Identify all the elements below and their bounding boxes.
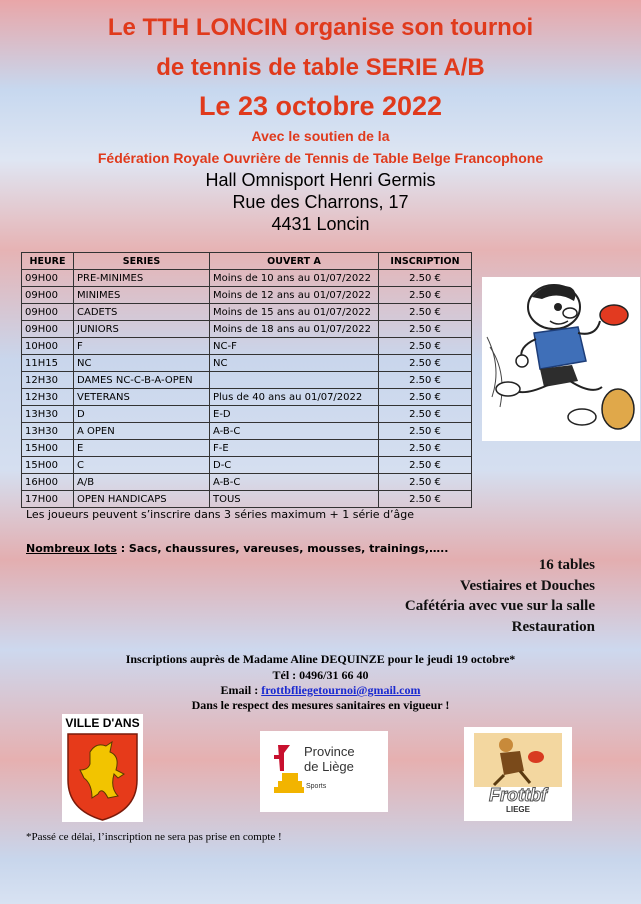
col-series: SERIES [74,253,210,270]
cell-time: 09H00 [22,321,74,338]
support-line-1: Avec le soutien de la [251,128,390,144]
cell-open: Moins de 18 ans au 01/07/2022 [210,321,379,338]
cell-series: DAMES NC-C-B-A-OPEN [74,372,210,389]
cell-open: F-E [210,440,379,457]
cell-open: Plus de 40 ans au 01/07/2022 [210,389,379,406]
cell-time: 09H00 [22,304,74,321]
cell-fee: 2.50 € [379,304,472,321]
phone-line: Tél : 0496/31 66 40 [272,668,369,682]
table-row [22,491,472,508]
cell-time: 10H00 [22,338,74,355]
liege-perron-icon [268,741,308,801]
table-row [22,389,472,406]
frottbf-sub: LIEGE [505,805,530,814]
cell-time: 17H00 [22,491,74,508]
player-illustration [482,277,640,441]
cell-time: 13H30 [22,406,74,423]
sanitary-line: Dans le respect des mesures sanitaires en vigueur ! [191,698,450,712]
table-row [22,304,472,321]
venue-city: 4431 Loncin [271,214,370,234]
cell-time: 09H00 [22,270,74,287]
table-row [22,270,472,287]
cell-fee: 2.50 € [379,270,472,287]
event-date: Le 23 octobre 2022 [198,91,443,121]
cell-fee: 2.50 € [379,321,472,338]
cell-open: A-B-C [210,423,379,440]
email-label: Email : [220,683,262,697]
cell-fee: 2.50 € [379,423,472,440]
cell-open: D-C [210,457,379,474]
col-heure: HEURE [22,253,74,270]
cell-series: A OPEN [74,423,210,440]
cell-open: NC [210,355,379,372]
title-line-2: de tennis de table SERIE A/B [156,54,485,81]
frottbf-label: Frottbf [489,785,547,805]
table-row [22,287,472,304]
cell-open: Moins de 10 ans au 01/07/2022 [210,270,379,287]
cell-time: 15H00 [22,440,74,457]
table-row [22,338,472,355]
support-line-2: Fédération Royale Ouvrière de Tennis de Table Belge Francophone [97,150,544,166]
table-header-row [22,253,472,270]
province-name: Province de Liège [304,744,355,774]
ville-dans-logo [62,714,143,822]
lots-line [26,542,448,555]
table-row [22,457,472,474]
amenity-cafeteria: Cafétéria avec vue sur la salle [404,598,595,614]
cell-series: CADETS [74,304,210,321]
series-limit-note: Les joueurs peuvent s’inscrire dans 3 séries maximum + 1 série d’âge [26,508,415,521]
frottbf-liege-logo [464,727,572,821]
lots-label: Nombreux lots [26,542,117,555]
cell-time: 13H30 [22,423,74,440]
cell-open: E-D [210,406,379,423]
cell-fee: 2.50 € [379,355,472,372]
amenity-restauration: Restauration [511,619,595,635]
table-row [22,372,472,389]
cell-fee: 2.50 € [379,389,472,406]
province-de-liege-logo [260,731,388,812]
cell-series: D [74,406,210,423]
cell-fee: 2.50 € [379,372,472,389]
cell-series: JUNIORS [74,321,210,338]
cell-series: A/B [74,474,210,491]
cell-series: VETERANS [74,389,210,406]
cell-fee: 2.50 € [379,491,472,508]
footnote: *Passé ce délai, l’inscription ne sera pas prise en compte ! [26,831,282,843]
cell-time: 11H15 [22,355,74,372]
cell-series: NC [74,355,210,372]
cell-fee: 2.50 € [379,457,472,474]
cell-series: F [74,338,210,355]
table-row [22,423,472,440]
cell-time: 12H30 [22,389,74,406]
cell-open: TOUS [210,491,379,508]
cell-open [210,372,379,389]
cell-fee: 2.50 € [379,338,472,355]
venue-name: Hall Omnisport Henri Germis [205,170,436,190]
cell-open: Moins de 15 ans au 01/07/2022 [210,304,379,321]
col-ouvert: OUVERT A [210,253,379,270]
registration-line: Inscriptions auprès de Madame Aline DEQUINZE pour le jeudi 19 octobre* [125,652,516,666]
cell-fee: 2.50 € [379,287,472,304]
table-row [22,355,472,372]
cell-fee: 2.50 € [379,474,472,491]
province-sports: Sports [306,783,327,790]
cell-fee: 2.50 € [379,406,472,423]
cell-time: 12H30 [22,372,74,389]
lots-text: : Sacs, chaussures, vareuses, mousses, trainings,….. [116,542,449,555]
cell-series: E [74,440,210,457]
series-table [21,252,472,508]
cell-fee: 2.50 € [379,440,472,457]
table-row [22,321,472,338]
cell-series: PRE-MINIMES [74,270,210,287]
email-link[interactable]: frottbfliegetournoi@gmail.com [261,683,421,697]
ville-dans-label: VILLE D'ANS [65,716,140,730]
table-row [22,474,472,491]
venue-street: Rue des Charrons, 17 [232,192,409,212]
amenity-vestiaires: Vestiaires et Douches [460,578,595,594]
email-line [0,683,641,698]
table-row [22,440,472,457]
cell-series: C [74,457,210,474]
cell-time: 16H00 [22,474,74,491]
cell-time: 15H00 [22,457,74,474]
amenity-tables: 16 tables [538,557,595,573]
col-inscription: INSCRIPTION [379,253,472,270]
cell-open: A-B-C [210,474,379,491]
cell-time: 09H00 [22,287,74,304]
title-line-1: Le TTH LONCIN organise son tournoi [107,14,534,41]
table-row [22,406,472,423]
cell-open: Moins de 12 ans au 01/07/2022 [210,287,379,304]
cell-series: MINIMES [74,287,210,304]
cell-series: OPEN HANDICAPS [74,491,210,508]
cell-open: NC-F [210,338,379,355]
